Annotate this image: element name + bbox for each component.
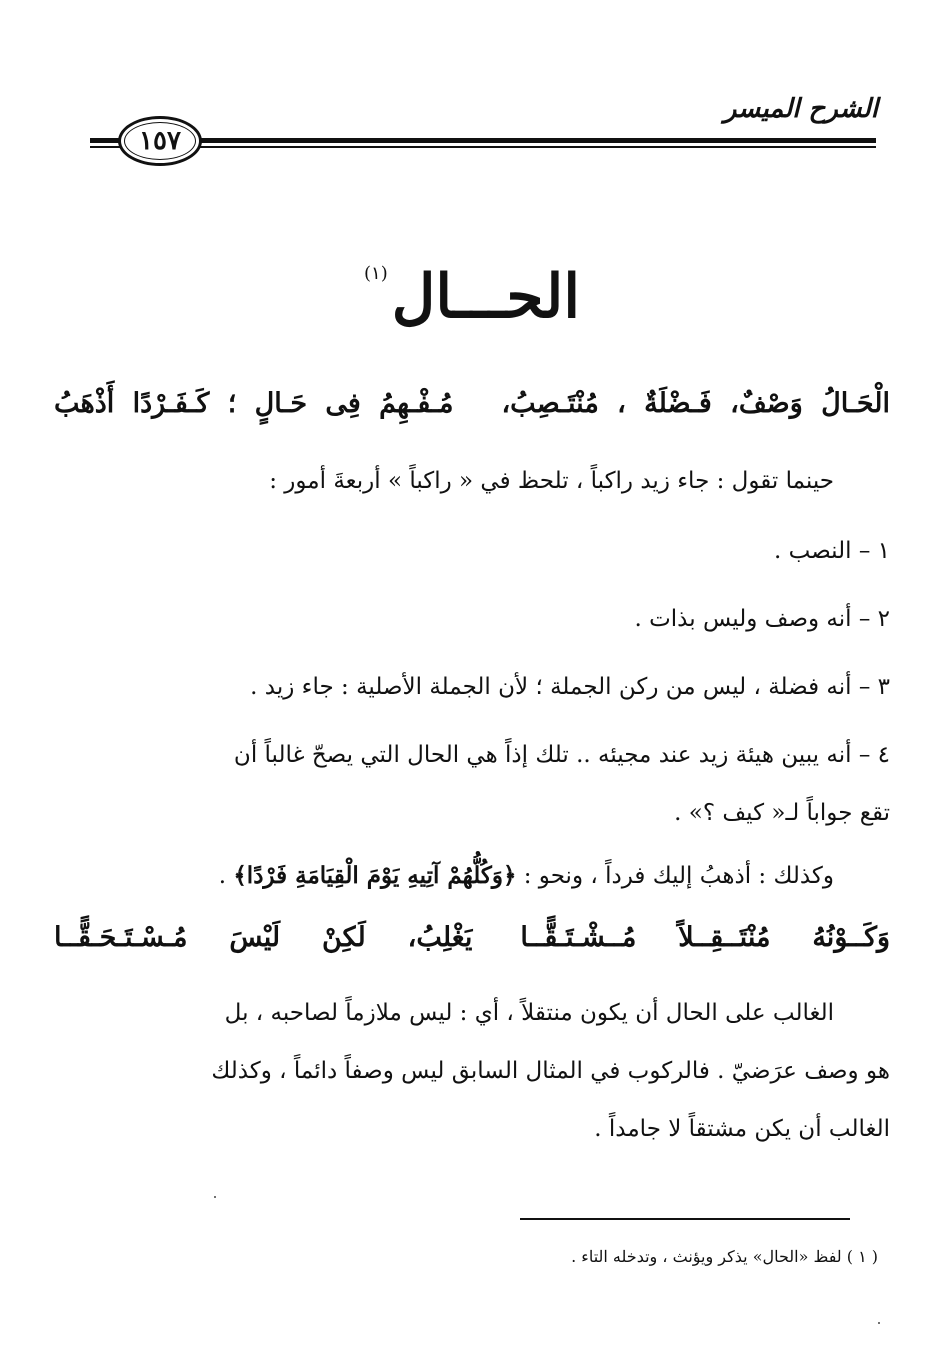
verse-line-2 xyxy=(54,922,890,953)
header-rule-thin xyxy=(90,146,876,148)
list-item-4-line-1: ٤ – أنه يبين هيئة زيد عند مجيئه .. تلك إذاً هي الحال التي يصحّ غالباً أن xyxy=(233,742,890,768)
example-suffix: . xyxy=(218,863,234,889)
footnote-text: ( ١ ) لفظ «الحال» يذكر ويؤنث ، وتدخله التاء . xyxy=(571,1247,878,1266)
paragraph-2-line-1: الغالب على الحال أن يكون منتقلاً ، أي : ليس ملازماً لصاحبه ، بل xyxy=(224,1000,834,1026)
verse-1-first-half: الْحَـالُ وَصْفٌ، فَـضْلَةٌ ، مُنْتَـصِبُ، xyxy=(501,388,890,419)
paragraph-2-line-2: هو وصف عرَضيّ . فالركوب في المثال السابق ليس وصفاً دائماً ، وكذلك xyxy=(211,1058,890,1084)
page-number-oval xyxy=(118,116,202,166)
verse-2-second-half: يَغْلِبُ، لَكِنْ لَيْسَ مُـسْـتَـحَـقًّــا xyxy=(54,922,473,953)
list-item-3: ٣ – أنه فضلة ، ليس من ركن الجملة ؛ لأن الجملة الأصلية : جاء زيد . xyxy=(250,674,890,700)
verse-1-second-half: مُـفْـهِمُ فِى حَـالٍ ؛ كَـفَـرْدًا أَذْهَبُ xyxy=(54,388,454,419)
header-rule xyxy=(90,138,876,150)
footnote-rule xyxy=(520,1218,850,1220)
list-item-1: ١ – النصب . xyxy=(774,538,890,564)
running-title: الشرح الميسر xyxy=(723,94,878,124)
example-prefix: وكذلك : أذهبُ إليك فرداً ، ونحو : xyxy=(516,863,834,889)
paragraph-2-line-3: الغالب أن يكن مشتقاً لا جامداً . xyxy=(594,1116,890,1142)
paragraph-1-line-1: حينما تقول : جاء زيد راكباً ، تلحظ في « راكباً » أربعةَ أمور : xyxy=(269,468,834,494)
chapter-title-text: الحـــال xyxy=(391,262,581,332)
chapter-footnote-ref: (١) xyxy=(363,263,388,284)
scan-speck xyxy=(214,1196,216,1198)
list-item-4-line-2: تقع جواباً لـ« كيف ؟» . xyxy=(674,800,890,826)
verse-line-1 xyxy=(54,388,890,419)
list-item-2: ٢ – أنه وصف وليس بذات . xyxy=(634,606,890,632)
scan-speck xyxy=(878,1322,880,1324)
quran-verse: ﴿وَكُلُّهُمْ آتِيهِ يَوْمَ الْقِيَامَةِ فَرْدًا﴾ xyxy=(233,862,517,889)
verse-2-first-half: وَكَــوْنُهُ مُنْتَــقِــلاً مُــشْـتَـقًّــا xyxy=(520,922,890,953)
chapter-title xyxy=(0,262,944,332)
example-line xyxy=(54,862,890,889)
header-rule-thick xyxy=(90,138,876,143)
page-number: ١٥٧ xyxy=(139,126,181,156)
